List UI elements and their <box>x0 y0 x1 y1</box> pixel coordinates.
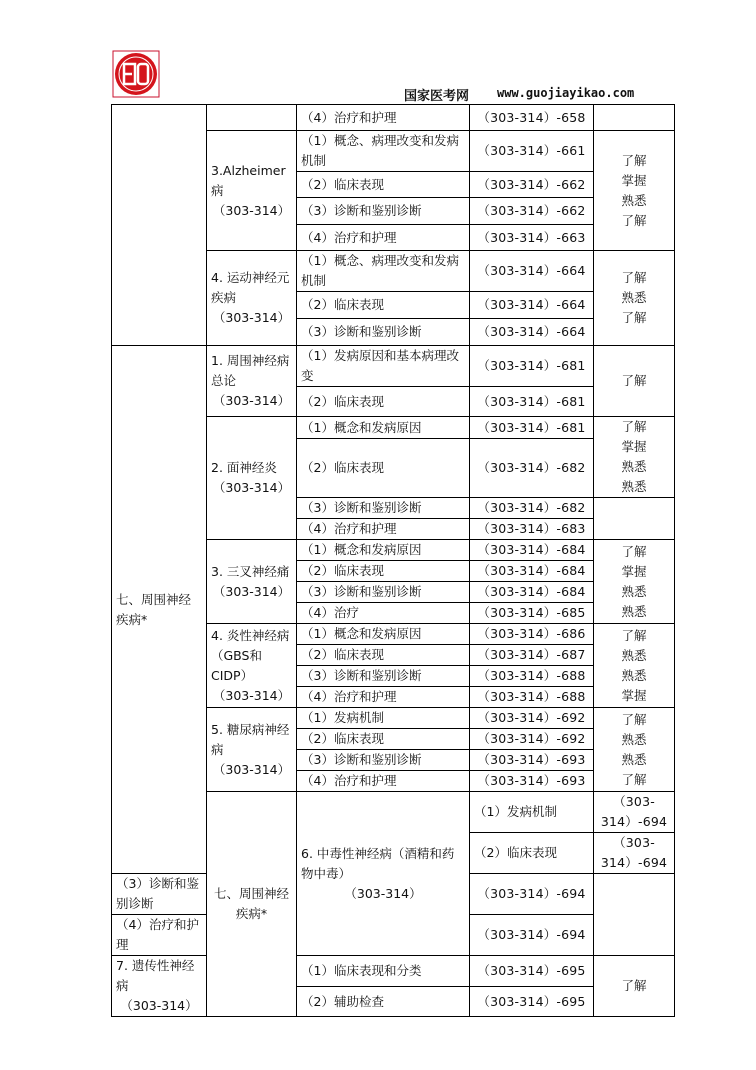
site-url: www.guojiayikao.com <box>497 86 635 100</box>
req-level: 了解 <box>621 711 647 727</box>
table-row <box>112 346 675 387</box>
item-name: 5. 糖尿病神经病 <box>211 721 290 757</box>
point-cell: （2）临床表现 <box>297 561 470 582</box>
item-name: 4. 运动神经元疾病 <box>211 270 290 305</box>
page-cell: （303-314）-694 <box>594 792 675 833</box>
point-cell: （4）治疗和护理 <box>297 519 470 540</box>
page-cell: （303-314）-694 <box>470 874 594 915</box>
req-cell-empty <box>594 105 675 131</box>
point-cell: （4）治疗和护理 <box>297 771 470 792</box>
req-cell <box>594 624 675 708</box>
req-level: 了解 <box>621 419 647 434</box>
item-code: （303-314） <box>212 480 291 495</box>
point-cell: （2）临床表现 <box>297 645 470 666</box>
req-cell <box>594 956 675 1017</box>
item-cell <box>207 251 297 346</box>
page-cell: （303-314）-693 <box>470 750 594 771</box>
page-cell: （303-314）-688 <box>470 666 594 687</box>
req-level: 熟悉 <box>621 667 647 683</box>
req-level: 了解 <box>621 543 647 559</box>
unit-cell-empty <box>112 105 207 346</box>
item-cell <box>207 346 297 417</box>
page-cell: （303-314）-694 <box>470 915 594 956</box>
point-cell: （2）临床表现 <box>470 833 594 874</box>
item-code: （303-314） <box>212 310 291 325</box>
page-cell: （303-314）-681 <box>470 387 594 417</box>
page-cell: （303-314）-682 <box>470 498 594 519</box>
point-cell: （3）诊断和鉴别诊断 <box>297 582 470 603</box>
point-cell: （2）临床表现 <box>297 439 470 498</box>
req-level: 熟悉 <box>621 647 647 663</box>
req-level: 熟悉 <box>621 583 647 599</box>
page-cell: （303-314）-695 <box>470 987 594 1017</box>
page-cell: （303-314）-664 <box>470 292 594 319</box>
req-level: 熟悉 <box>621 731 647 747</box>
item-cell <box>207 131 297 251</box>
item-cell <box>297 792 470 956</box>
req-level: 了解 <box>621 978 647 993</box>
req-level: 掌握 <box>621 687 647 703</box>
point-cell: （1）概念、病理改变和发病机制 <box>297 251 470 292</box>
item-name: 1. 周围神经病总论 <box>211 353 290 388</box>
page-cell: （303-314）-694 <box>594 833 675 874</box>
page-cell: （303-314）-681 <box>470 417 594 439</box>
page-cell: （303-314）-687 <box>470 645 594 666</box>
page-cell: （303-314）-684 <box>470 561 594 582</box>
point-cell: （2）辅助检查 <box>297 987 470 1017</box>
item-cell <box>207 417 297 540</box>
page-cell: （303-314）-685 <box>470 603 594 624</box>
req-level: 了解 <box>621 373 647 388</box>
req-level: 了解 <box>621 310 647 325</box>
req-level: 了解 <box>621 152 647 168</box>
item-name: 6. 中毒性神经病（酒精和药物中毒） <box>301 845 455 881</box>
page-cell: （303-314）-688 <box>470 687 594 708</box>
site-logo <box>112 50 160 98</box>
req-level: 掌握 <box>621 172 647 188</box>
item-code: （303-314） <box>120 998 198 1013</box>
point-cell: （3）诊断和鉴别诊断 <box>112 874 207 915</box>
item-code: （303-314） <box>212 202 291 218</box>
req-level: 了解 <box>621 771 647 787</box>
point-cell: （4）治疗和护理 <box>297 225 470 251</box>
site-name: 国家医考网 <box>404 89 470 104</box>
point-cell: （1）临床表现和分类 <box>297 956 470 987</box>
item-name: 4. 炎性神经病（GBS和CIDP） <box>211 627 290 683</box>
table-row <box>112 956 675 987</box>
point-cell: （1）概念和发病原因 <box>297 540 470 561</box>
req-level: 了解 <box>621 270 647 285</box>
point-cell: （3）诊断和鉴别诊断 <box>297 319 470 346</box>
table-row <box>112 105 675 131</box>
point-cell: （4）治疗 <box>297 603 470 624</box>
page-cell: （303-314）-682 <box>470 439 594 498</box>
point-cell: （2）临床表现 <box>297 387 470 417</box>
page-cell: （303-314）-662 <box>470 198 594 225</box>
item-code: （303-314） <box>344 885 422 901</box>
page-cell: （303-314）-658 <box>470 105 594 131</box>
req-level: 了解 <box>621 212 647 228</box>
page-cell: （303-314）-663 <box>470 225 594 251</box>
item-cell <box>207 624 297 708</box>
point-cell: （1）概念、病理改变和发病机制 <box>297 131 470 172</box>
req-cell <box>594 540 675 624</box>
req-level: 熟悉 <box>621 479 647 494</box>
req-level: 掌握 <box>621 439 647 454</box>
page-cell: （303-314）-662 <box>470 172 594 198</box>
item-name: 3.Alzheimer病 <box>211 162 286 198</box>
unit-cell: 七、周围神经疾病* <box>207 792 297 1017</box>
page-cell: （303-314）-681 <box>470 346 594 387</box>
item-code: （303-314） <box>212 583 291 599</box>
req-cell <box>594 251 675 346</box>
page-cell: （303-314）-686 <box>470 624 594 645</box>
syllabus-table <box>111 104 675 1017</box>
page-cell: （303-314）-664 <box>470 319 594 346</box>
page-cell: （303-314）-693 <box>470 771 594 792</box>
req-cell <box>594 417 675 498</box>
req-level: 了解 <box>621 627 647 643</box>
point-cell: （2）临床表现 <box>297 172 470 198</box>
point-cell: （2）临床表现 <box>297 292 470 319</box>
req-level: 熟悉 <box>621 603 647 619</box>
point-cell: （4）治疗和护理 <box>112 915 207 956</box>
req-level: 熟悉 <box>621 192 647 208</box>
req-cell-empty <box>594 498 675 540</box>
page-cell: （303-314）-684 <box>470 540 594 561</box>
page-cell: （303-314）-683 <box>470 519 594 540</box>
item-code: （303-314） <box>212 761 291 777</box>
point-cell: （1）概念和发病原因 <box>297 417 470 439</box>
item-name: 7. 遗传性神经病 <box>116 958 195 993</box>
point-cell: （4）治疗和护理 <box>297 687 470 708</box>
unit-cell: 七、周围神经疾病* <box>112 346 207 874</box>
item-code: （303-314） <box>212 687 291 703</box>
item-name: 3. 三叉神经痛 <box>211 563 290 579</box>
point-cell: （1）发病机制 <box>470 792 594 833</box>
point-cell: （1）概念和发病原因 <box>297 624 470 645</box>
req-level: 熟悉 <box>621 290 647 305</box>
point-cell: （3）诊断和鉴别诊断 <box>297 198 470 225</box>
req-level: 熟悉 <box>621 751 647 767</box>
req-cell <box>594 346 675 417</box>
page-cell: （303-314）-684 <box>470 582 594 603</box>
point-cell: （3）诊断和鉴别诊断 <box>297 666 470 687</box>
point-cell: （4）治疗和护理 <box>297 105 470 131</box>
req-cell <box>594 708 675 792</box>
item-cell-empty <box>207 105 297 131</box>
point-cell: （1）发病原因和基本病理改变 <box>297 346 470 387</box>
item-code: （303-314） <box>212 393 291 408</box>
item-cell <box>112 956 207 1017</box>
point-cell: （1）发病机制 <box>297 708 470 729</box>
page-cell: （303-314）-692 <box>470 729 594 750</box>
page-cell: （303-314）-695 <box>470 956 594 987</box>
page-cell: （303-314）-692 <box>470 708 594 729</box>
point-cell: （2）临床表现 <box>297 729 470 750</box>
point-cell: （3）诊断和鉴别诊断 <box>297 750 470 771</box>
item-cell <box>207 708 297 792</box>
page-cell: （303-314）-661 <box>470 131 594 172</box>
page-cell: （303-314）-664 <box>470 251 594 292</box>
item-cell <box>207 540 297 624</box>
req-level: 熟悉 <box>621 459 647 474</box>
req-cell <box>594 131 675 251</box>
req-level: 掌握 <box>621 563 647 579</box>
item-name: 2. 面神经炎 <box>211 460 277 475</box>
point-cell: （3）诊断和鉴别诊断 <box>297 498 470 519</box>
